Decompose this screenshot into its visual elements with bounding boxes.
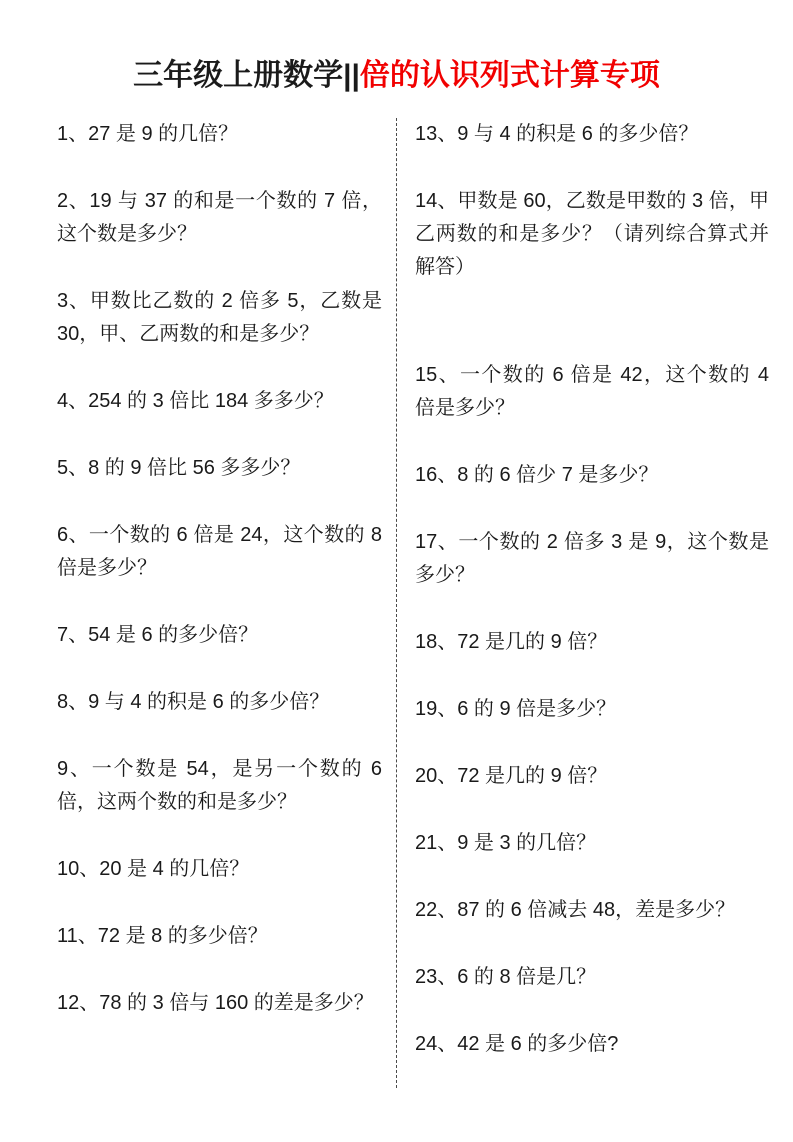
page-title-red-part: 倍的认识列式计算专项 — [359, 59, 660, 93]
problem-12: 12、78 的 3 倍与 160 的差是多少？ — [57, 992, 374, 1015]
right-column — [397, 118, 793, 1088]
problem-1: 1、27 是 9 的几倍？ — [57, 123, 239, 146]
problem-5: 5、8 的 9 倍比 56 多多少？ — [57, 457, 301, 480]
problem-18: 18、72 是几的 9 倍？ — [415, 631, 608, 654]
problem-21: 21、9 是 3 的几倍？ — [415, 832, 597, 855]
problem-17: 17、一个数的 2 倍多 3 是 9，这个数是多少？ — [415, 531, 769, 587]
page-title-black-part: 三年级上册数学|| — [133, 59, 360, 93]
problem-6: 6、一个数的 6 倍是 24，这个数的 8 倍是多少？ — [57, 524, 382, 580]
problem-20: 20、72 是几的 9 倍？ — [415, 765, 608, 788]
two-column-layout — [0, 118, 793, 1088]
problem-14: 14、甲数是 60，乙数是甲数的 3 倍，甲乙两数的和是多少？（请列综合算式并解答） — [415, 190, 769, 279]
problem-22: 22、87 的 6 倍减去 48，差是多少？ — [415, 899, 736, 922]
problem-16: 16、8 的 6 倍少 7 是多少？ — [415, 464, 659, 487]
problem-9: 9、一个数是 54，是另一个数的 6 倍，这两个数的和是多少？ — [57, 758, 382, 814]
problem-7: 7、54 是 6 的多少倍？ — [57, 624, 259, 647]
problem-2: 2、19 与 37 的和是一个数的 7 倍，这个数是多少？ — [57, 190, 382, 246]
problem-13: 13、9 与 4 的积是 6 的多少倍？ — [415, 123, 699, 146]
problem-3: 3、甲数比乙数的 2 倍多 5，乙数是 30，甲、乙两数的和是多少？ — [57, 290, 382, 346]
problem-8: 8、9 与 4 的积是 6 的多少倍？ — [57, 691, 330, 714]
problem-19: 19、6 的 9 倍是多少？ — [415, 698, 617, 721]
page-title — [0, 20, 793, 96]
problem-11: 11、72 是 8 的多少倍？ — [57, 925, 268, 948]
problem-15: 15、一个数的 6 倍是 42，这个数的 4 倍是多少？ — [415, 364, 769, 420]
left-column — [0, 118, 397, 1088]
problem-24: 24、42 是 6 的多少倍? — [415, 1033, 619, 1056]
problem-10: 10、20 是 4 的几倍？ — [57, 858, 250, 881]
worksheet-page — [0, 20, 793, 1142]
problem-4: 4、254 的 3 倍比 184 多多少？ — [57, 390, 334, 413]
problem-23: 23、6 的 8 倍是几？ — [415, 966, 597, 989]
